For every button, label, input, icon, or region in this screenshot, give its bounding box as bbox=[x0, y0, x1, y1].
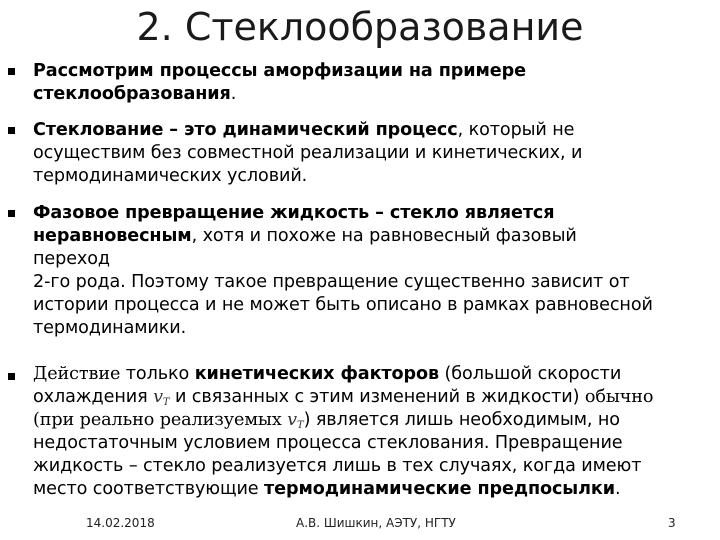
bullet-4-line bbox=[33, 432, 623, 454]
text-run: Действие bbox=[33, 364, 121, 384]
bold-text: Стеклование – это динамический процесс bbox=[33, 120, 458, 140]
cooling-rate-symbol: $v_T$ bbox=[153, 387, 170, 408]
text-run: обычно bbox=[584, 387, 654, 407]
text-run: . bbox=[614, 479, 621, 499]
bullet-marker bbox=[8, 68, 15, 75]
text-run: недостаточным условием процесса стеклования. Превращение bbox=[33, 433, 623, 453]
bullet-1-line bbox=[33, 60, 526, 82]
bold-text: Рассмотрим процессы аморфизации на примере bbox=[33, 61, 526, 81]
cooling-rate-symbol: $v_T$ bbox=[287, 410, 304, 431]
text-run: и связанных с этим изменений в жидкости) bbox=[169, 387, 585, 407]
bold-text: неравновесным bbox=[33, 226, 192, 246]
footer-author: А.В. Шишкин, АЭТУ, НГТУ bbox=[296, 516, 456, 530]
text-run: 2-го рода. Поэтому такое превращение существенно зависит от bbox=[33, 272, 630, 292]
text-run: осуществим без совместной реализации и кинетических, и bbox=[33, 143, 583, 163]
bold-text: стеклообразования bbox=[33, 84, 231, 104]
bullet-3-line bbox=[33, 225, 577, 247]
text-run: место соответствующие bbox=[33, 479, 265, 499]
bullet-4-line bbox=[33, 478, 620, 500]
bullet-2-line bbox=[33, 119, 574, 141]
text-run: (большой скорости bbox=[439, 364, 622, 384]
bold-text: термодинамические предпосылки bbox=[264, 479, 615, 499]
bullet-marker bbox=[8, 373, 15, 380]
bullet-4-line bbox=[33, 455, 641, 477]
slide-title: 2. Стеклообразование bbox=[136, 5, 584, 49]
bullet-3-line bbox=[33, 294, 653, 316]
bullet-3-line bbox=[33, 202, 554, 224]
text-run: , хотя и похоже на равновесный фазовый bbox=[191, 226, 577, 246]
bullet-1-line bbox=[33, 83, 236, 105]
bold-text: кинетических факторов bbox=[194, 364, 440, 384]
bullet-4-line bbox=[33, 386, 653, 408]
text-run: охлаждения bbox=[33, 387, 154, 407]
bullet-3-line bbox=[33, 271, 630, 293]
text-run: только bbox=[120, 364, 195, 384]
bullet-4-line bbox=[33, 409, 620, 431]
bullet-marker bbox=[8, 210, 15, 217]
footer-date: 14.02.2018 bbox=[86, 516, 155, 530]
bullet-2-line bbox=[33, 165, 307, 187]
text-run: , который не bbox=[457, 120, 575, 140]
footer-page-number: 3 bbox=[668, 516, 676, 530]
bullet-4-line bbox=[33, 363, 621, 385]
text-run: переход bbox=[33, 249, 110, 269]
bullet-marker bbox=[8, 127, 15, 134]
text-run: . bbox=[230, 84, 237, 104]
bullet-3-line bbox=[33, 317, 186, 339]
text-run: истории процесса и не может быть описано в рамках равновесной bbox=[33, 295, 653, 315]
text-run: (при реально реализуемых bbox=[33, 410, 288, 430]
bullet-3-line bbox=[33, 248, 110, 270]
text-run: термодинамики. bbox=[33, 318, 187, 338]
text-run: ) является лишь необходимым, но bbox=[303, 410, 620, 430]
bullet-2-line bbox=[33, 142, 582, 164]
text-run: термодинамических условий. bbox=[33, 166, 308, 186]
bold-text: Фазовое превращение жидкость – стекло является bbox=[33, 203, 555, 223]
text-run: жидкость – стекло реализуется лишь в тех случаях, когда имеют bbox=[33, 456, 642, 476]
